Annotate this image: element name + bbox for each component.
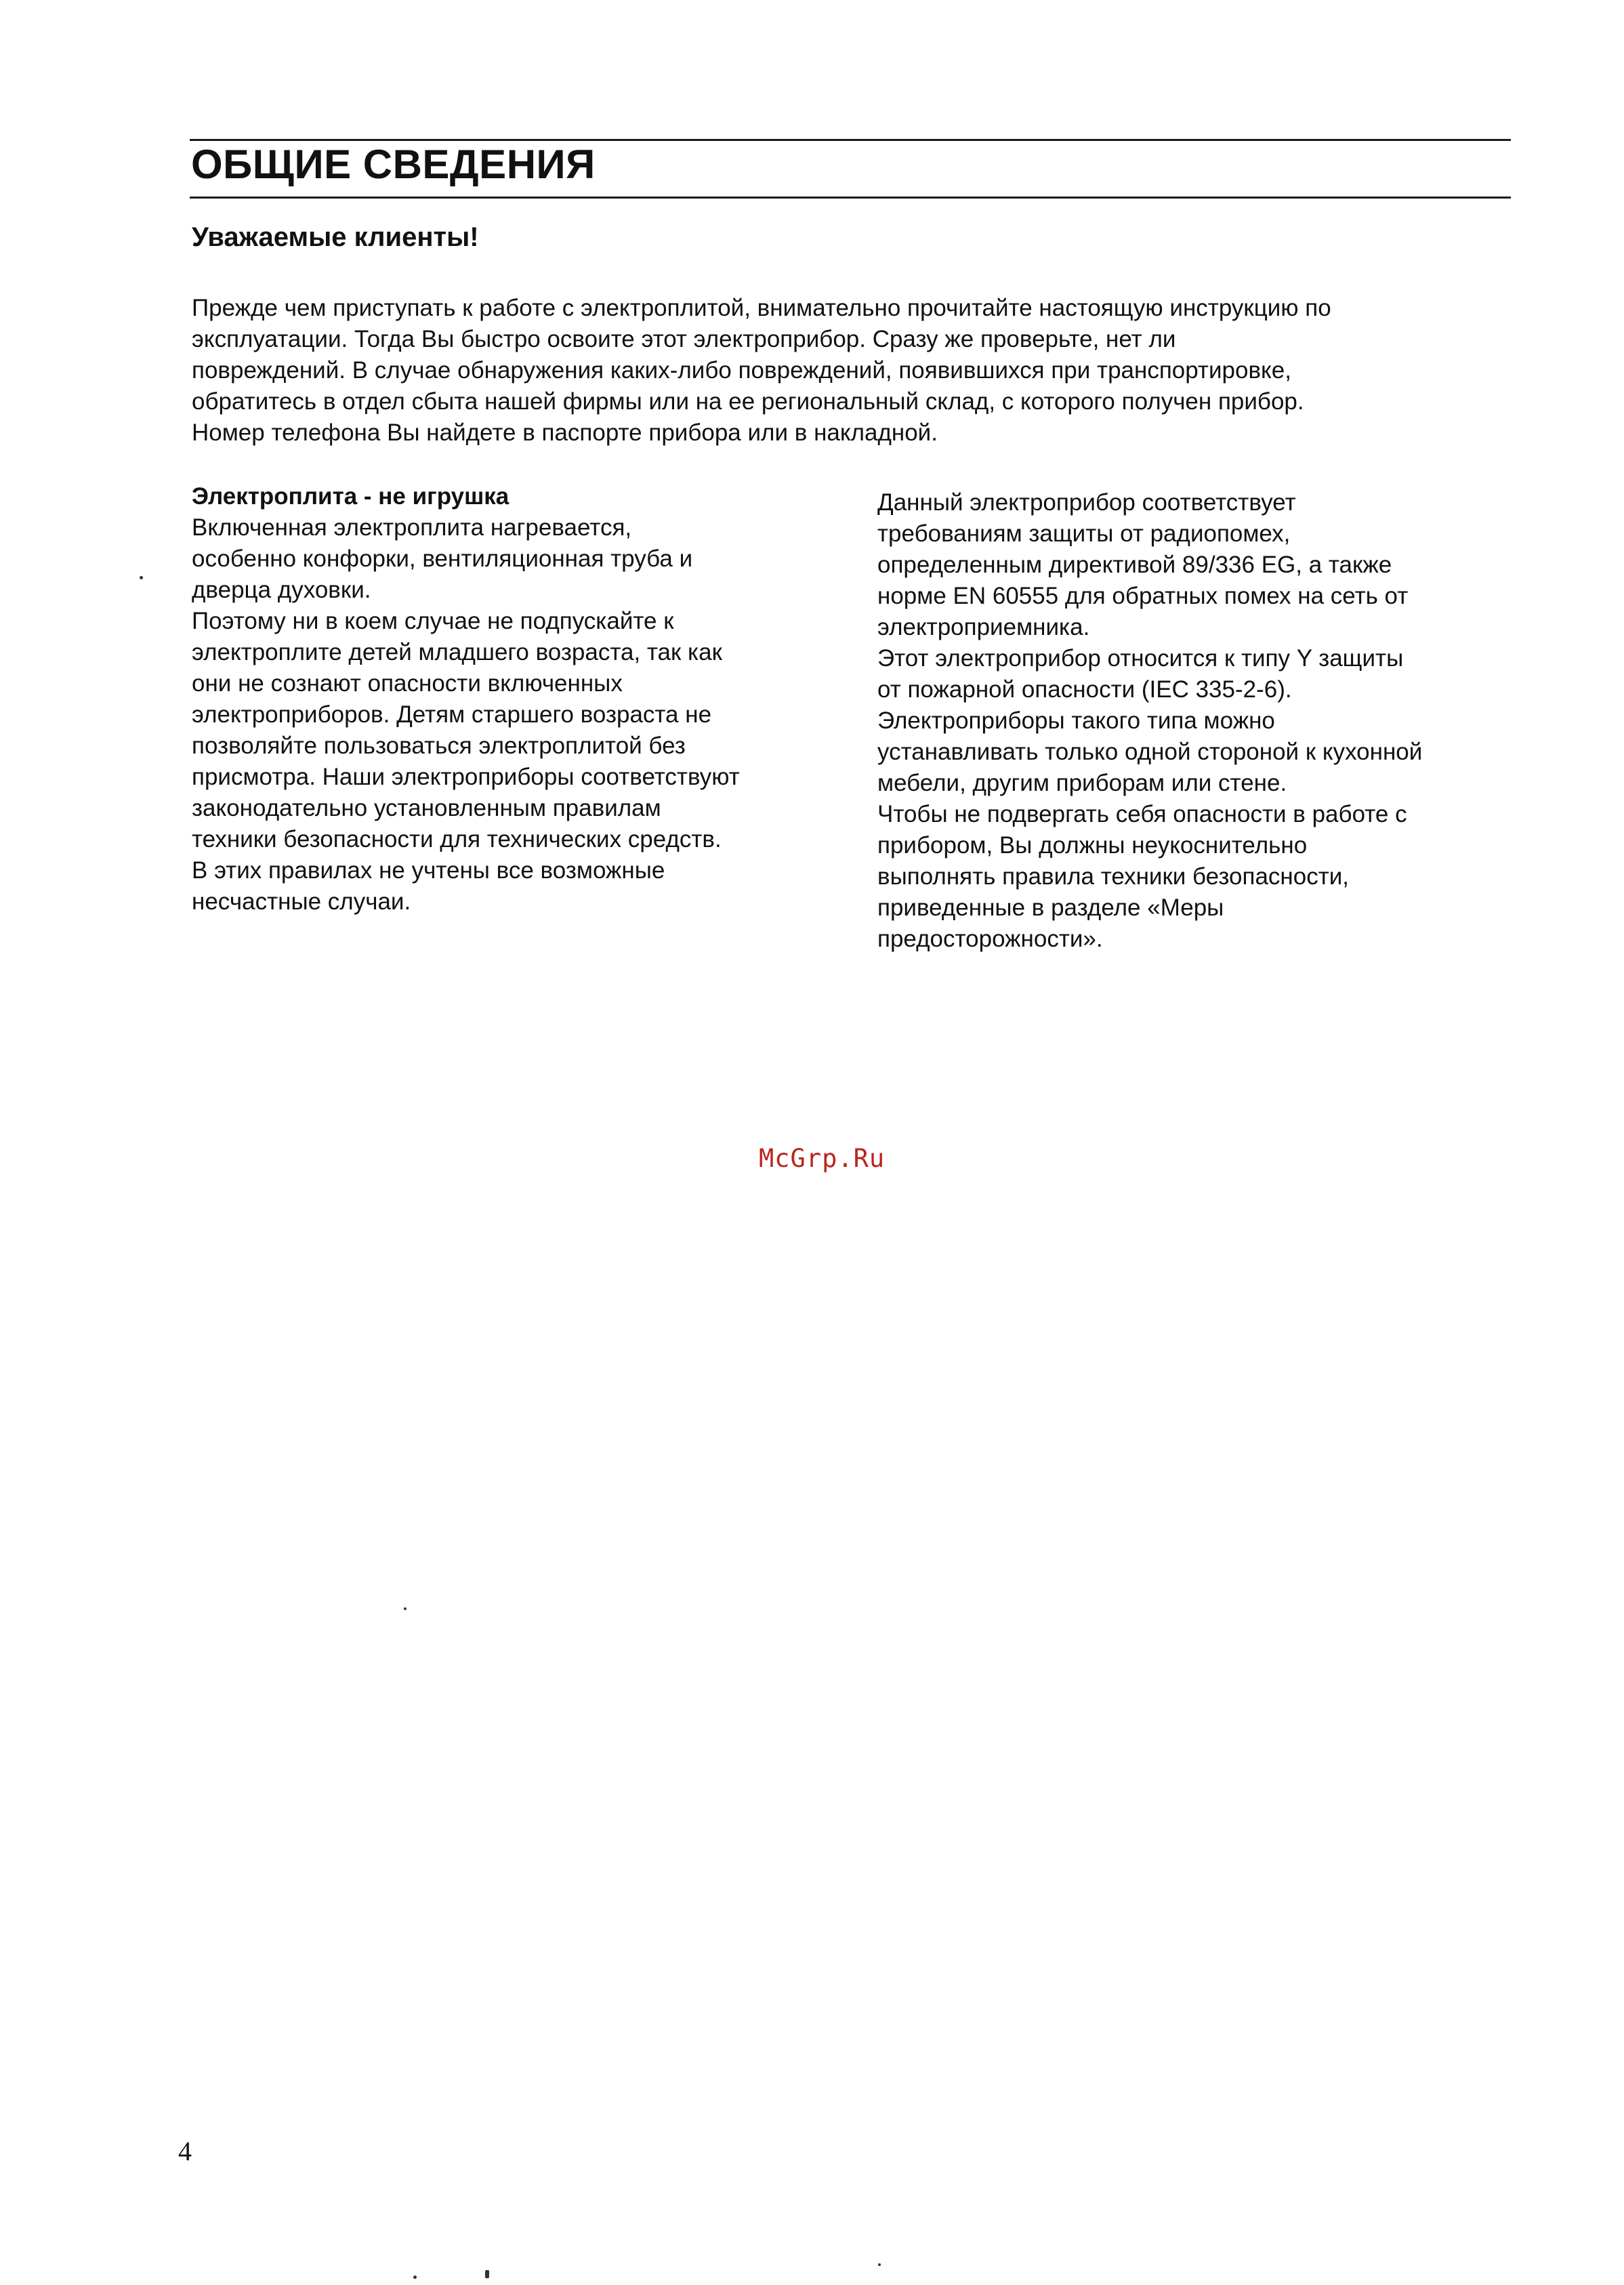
right-column-line: выполнять правила техники безопасности, bbox=[877, 863, 1350, 890]
left-column-line: они не сознают опасности включенных bbox=[192, 670, 623, 697]
left-column-line: техники безопасности для технических средств. bbox=[192, 826, 722, 852]
watermark: McGrp.Ru bbox=[759, 1144, 886, 1173]
left-column-line: позволяйте пользоваться электроплитой без bbox=[192, 733, 686, 759]
right-column-line: требованиям защиты от радиопомех, bbox=[877, 520, 1291, 547]
scan-speck bbox=[878, 2263, 881, 2266]
left-column bbox=[192, 481, 869, 918]
intro-line: эксплуатации. Тогда Вы быстро освоите этот электроприбор. Сразу же проверьте, нет ли bbox=[192, 326, 1176, 352]
left-column-line: электроплите детей младшего возраста, так как bbox=[192, 639, 722, 665]
left-column-line: Включенная электроплита нагревается, bbox=[192, 514, 632, 541]
right-column-line: устанавливать только одной стороной к кухонной bbox=[877, 739, 1423, 765]
right-column-line: Электроприборы такого типа можно bbox=[877, 707, 1275, 734]
intro-paragraph bbox=[192, 293, 1520, 449]
right-column-line: предосторожности». bbox=[877, 926, 1103, 952]
greeting-heading: Уважаемые клиенты! bbox=[192, 222, 479, 252]
right-column-line: норме EN 60555 для обратных помех на сеть от bbox=[877, 583, 1409, 609]
right-column-line: Данный электроприбор соответствует bbox=[877, 489, 1296, 516]
right-column bbox=[877, 487, 1528, 955]
right-column-line: мебели, другим приборам или стене. bbox=[877, 770, 1287, 796]
intro-line: Номер телефона Вы найдете в паспорте прибора или в накладной. bbox=[192, 419, 938, 446]
right-column-line: от пожарной опасности (IEC 335-2-6). bbox=[877, 676, 1292, 703]
left-column-subheading: Электроплита - не игрушка bbox=[192, 483, 509, 510]
intro-line: повреждений. В случае обнаружения каких-либо повреждений, появившихся при транспортировке, bbox=[192, 357, 1291, 384]
page-number: 4 bbox=[178, 2136, 192, 2166]
left-column-line: несчастные случаи. bbox=[192, 888, 411, 915]
header-rule-bottom bbox=[190, 197, 1511, 199]
intro-line: обратитесь в отдел сбыта нашей фирмы или на ее региональный склад, с которого получен прибор. bbox=[192, 388, 1304, 415]
left-column-line: электроприборов. Детям старшего возраста не bbox=[192, 701, 712, 728]
section-title: ОБЩИЕ СВЕДЕНИЯ bbox=[191, 142, 596, 187]
intro-line: Прежде чем приступать к работе с электроплитой, внимательно прочитайте настоящую инструкцию по bbox=[192, 295, 1331, 321]
left-column-line: В этих правилах не учтены все возможные bbox=[192, 857, 665, 884]
left-column-line: присмотра. Наши электроприборы соответствуют bbox=[192, 764, 740, 790]
right-column-line: прибором, Вы должны неукоснительно bbox=[877, 832, 1308, 859]
scan-speck bbox=[413, 2276, 417, 2279]
left-column-line: Поэтому ни в коем случае не подпускайте к bbox=[192, 608, 674, 634]
right-column-line: приведенные в разделе «Меры bbox=[877, 894, 1224, 921]
scan-speck bbox=[140, 576, 143, 579]
right-column-line: электроприемника. bbox=[877, 614, 1090, 640]
right-column-line: Этот электроприбор относится к типу Y защиты bbox=[877, 645, 1404, 672]
left-column-line: дверца духовки. bbox=[192, 577, 371, 603]
scan-speck bbox=[404, 1607, 407, 1610]
right-column-line: Чтобы не подвергать себя опасности в работе с bbox=[877, 801, 1407, 827]
left-column-line: особенно конфорки, вентиляционная труба и bbox=[192, 545, 693, 572]
scan-speck bbox=[485, 2270, 489, 2278]
left-column-line: законодательно установленным правилам bbox=[192, 795, 661, 821]
right-column-line: определенным директивой 89/336 EG, а также bbox=[877, 552, 1392, 578]
